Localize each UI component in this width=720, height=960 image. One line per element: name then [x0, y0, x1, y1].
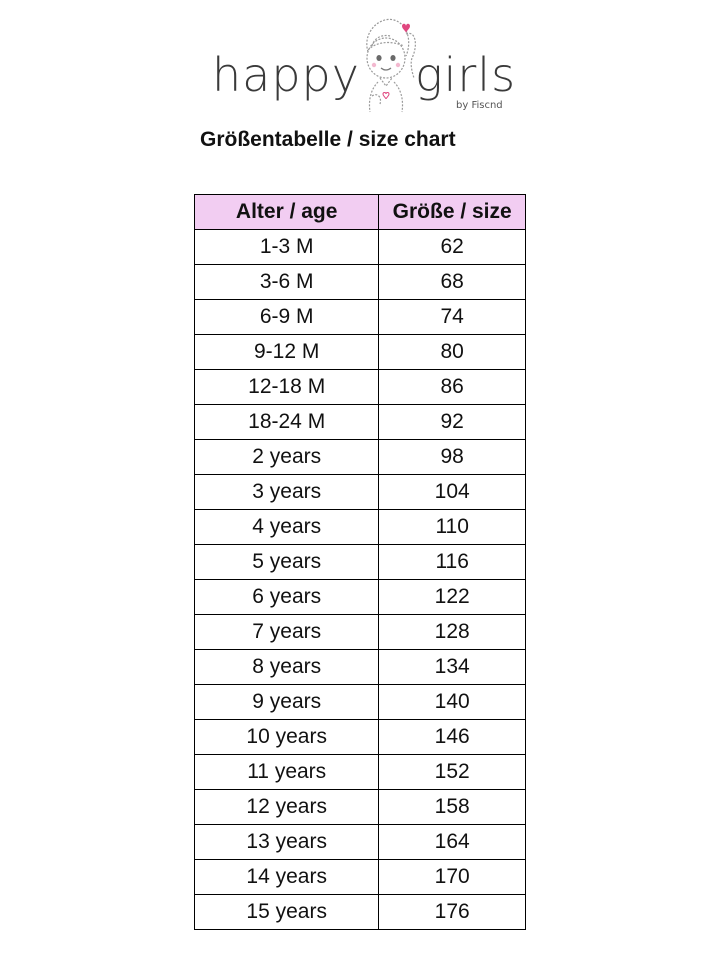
size-cell: 110: [379, 510, 526, 545]
column-header-size: Größe / size: [379, 195, 526, 230]
size-cell: 86: [379, 370, 526, 405]
column-header-age: Alter / age: [195, 195, 379, 230]
table-row: [195, 300, 526, 335]
table-row: [195, 440, 526, 475]
age-cell: 3 years: [195, 475, 379, 510]
brand-logo: [200, 10, 530, 120]
table-row: [195, 755, 526, 790]
table-row: [195, 370, 526, 405]
size-cell: 80: [379, 335, 526, 370]
age-cell: 15 years: [195, 895, 379, 930]
age-cell: 18-24 M: [195, 405, 379, 440]
logo-byline: by Fiscnd: [456, 100, 503, 111]
age-cell: 7 years: [195, 615, 379, 650]
size-cell: 170: [379, 860, 526, 895]
size-cell: 68: [379, 265, 526, 300]
size-cell: 122: [379, 580, 526, 615]
table-row: [195, 825, 526, 860]
table-row: [195, 790, 526, 825]
table-row: [195, 895, 526, 930]
size-cell: 164: [379, 825, 526, 860]
age-cell: 2 years: [195, 440, 379, 475]
table-row: [195, 685, 526, 720]
table-row: [195, 720, 526, 755]
size-cell: 134: [379, 650, 526, 685]
size-table: [194, 194, 526, 930]
size-cell: 146: [379, 720, 526, 755]
age-cell: 10 years: [195, 720, 379, 755]
size-cell: 116: [379, 545, 526, 580]
size-cell: 176: [379, 895, 526, 930]
age-cell: 3-6 M: [195, 265, 379, 300]
size-cell: 98: [379, 440, 526, 475]
age-cell: 1-3 M: [195, 230, 379, 265]
age-cell: 8 years: [195, 650, 379, 685]
size-cell: 74: [379, 300, 526, 335]
age-cell: 6 years: [195, 580, 379, 615]
age-cell: 12 years: [195, 790, 379, 825]
age-cell: 12-18 M: [195, 370, 379, 405]
size-cell: 152: [379, 755, 526, 790]
age-cell: 9-12 M: [195, 335, 379, 370]
age-cell: 9 years: [195, 685, 379, 720]
page-title: Größentabelle / size chart: [200, 128, 456, 151]
table-row: [195, 545, 526, 580]
age-cell: 5 years: [195, 545, 379, 580]
age-cell: 11 years: [195, 755, 379, 790]
age-cell: 6-9 M: [195, 300, 379, 335]
table-row: [195, 405, 526, 440]
size-cell: 140: [379, 685, 526, 720]
logo-word-happy: happy: [212, 48, 360, 102]
table-row: [195, 265, 526, 300]
logo-word-girls: girls: [415, 48, 517, 102]
table-row: [195, 475, 526, 510]
size-cell: 128: [379, 615, 526, 650]
age-cell: 14 years: [195, 860, 379, 895]
girl-mascot-icon: [350, 12, 420, 117]
age-cell: 13 years: [195, 825, 379, 860]
table-row: [195, 510, 526, 545]
size-cell: 92: [379, 405, 526, 440]
table-row: [195, 860, 526, 895]
table-row: [195, 650, 526, 685]
table-row: [195, 230, 526, 265]
table-body: [195, 230, 526, 930]
size-cell: 104: [379, 475, 526, 510]
size-cell: 62: [379, 230, 526, 265]
table-header-row: [195, 195, 526, 230]
table-row: [195, 580, 526, 615]
table-row: [195, 335, 526, 370]
age-cell: 4 years: [195, 510, 379, 545]
size-cell: 158: [379, 790, 526, 825]
table-row: [195, 615, 526, 650]
